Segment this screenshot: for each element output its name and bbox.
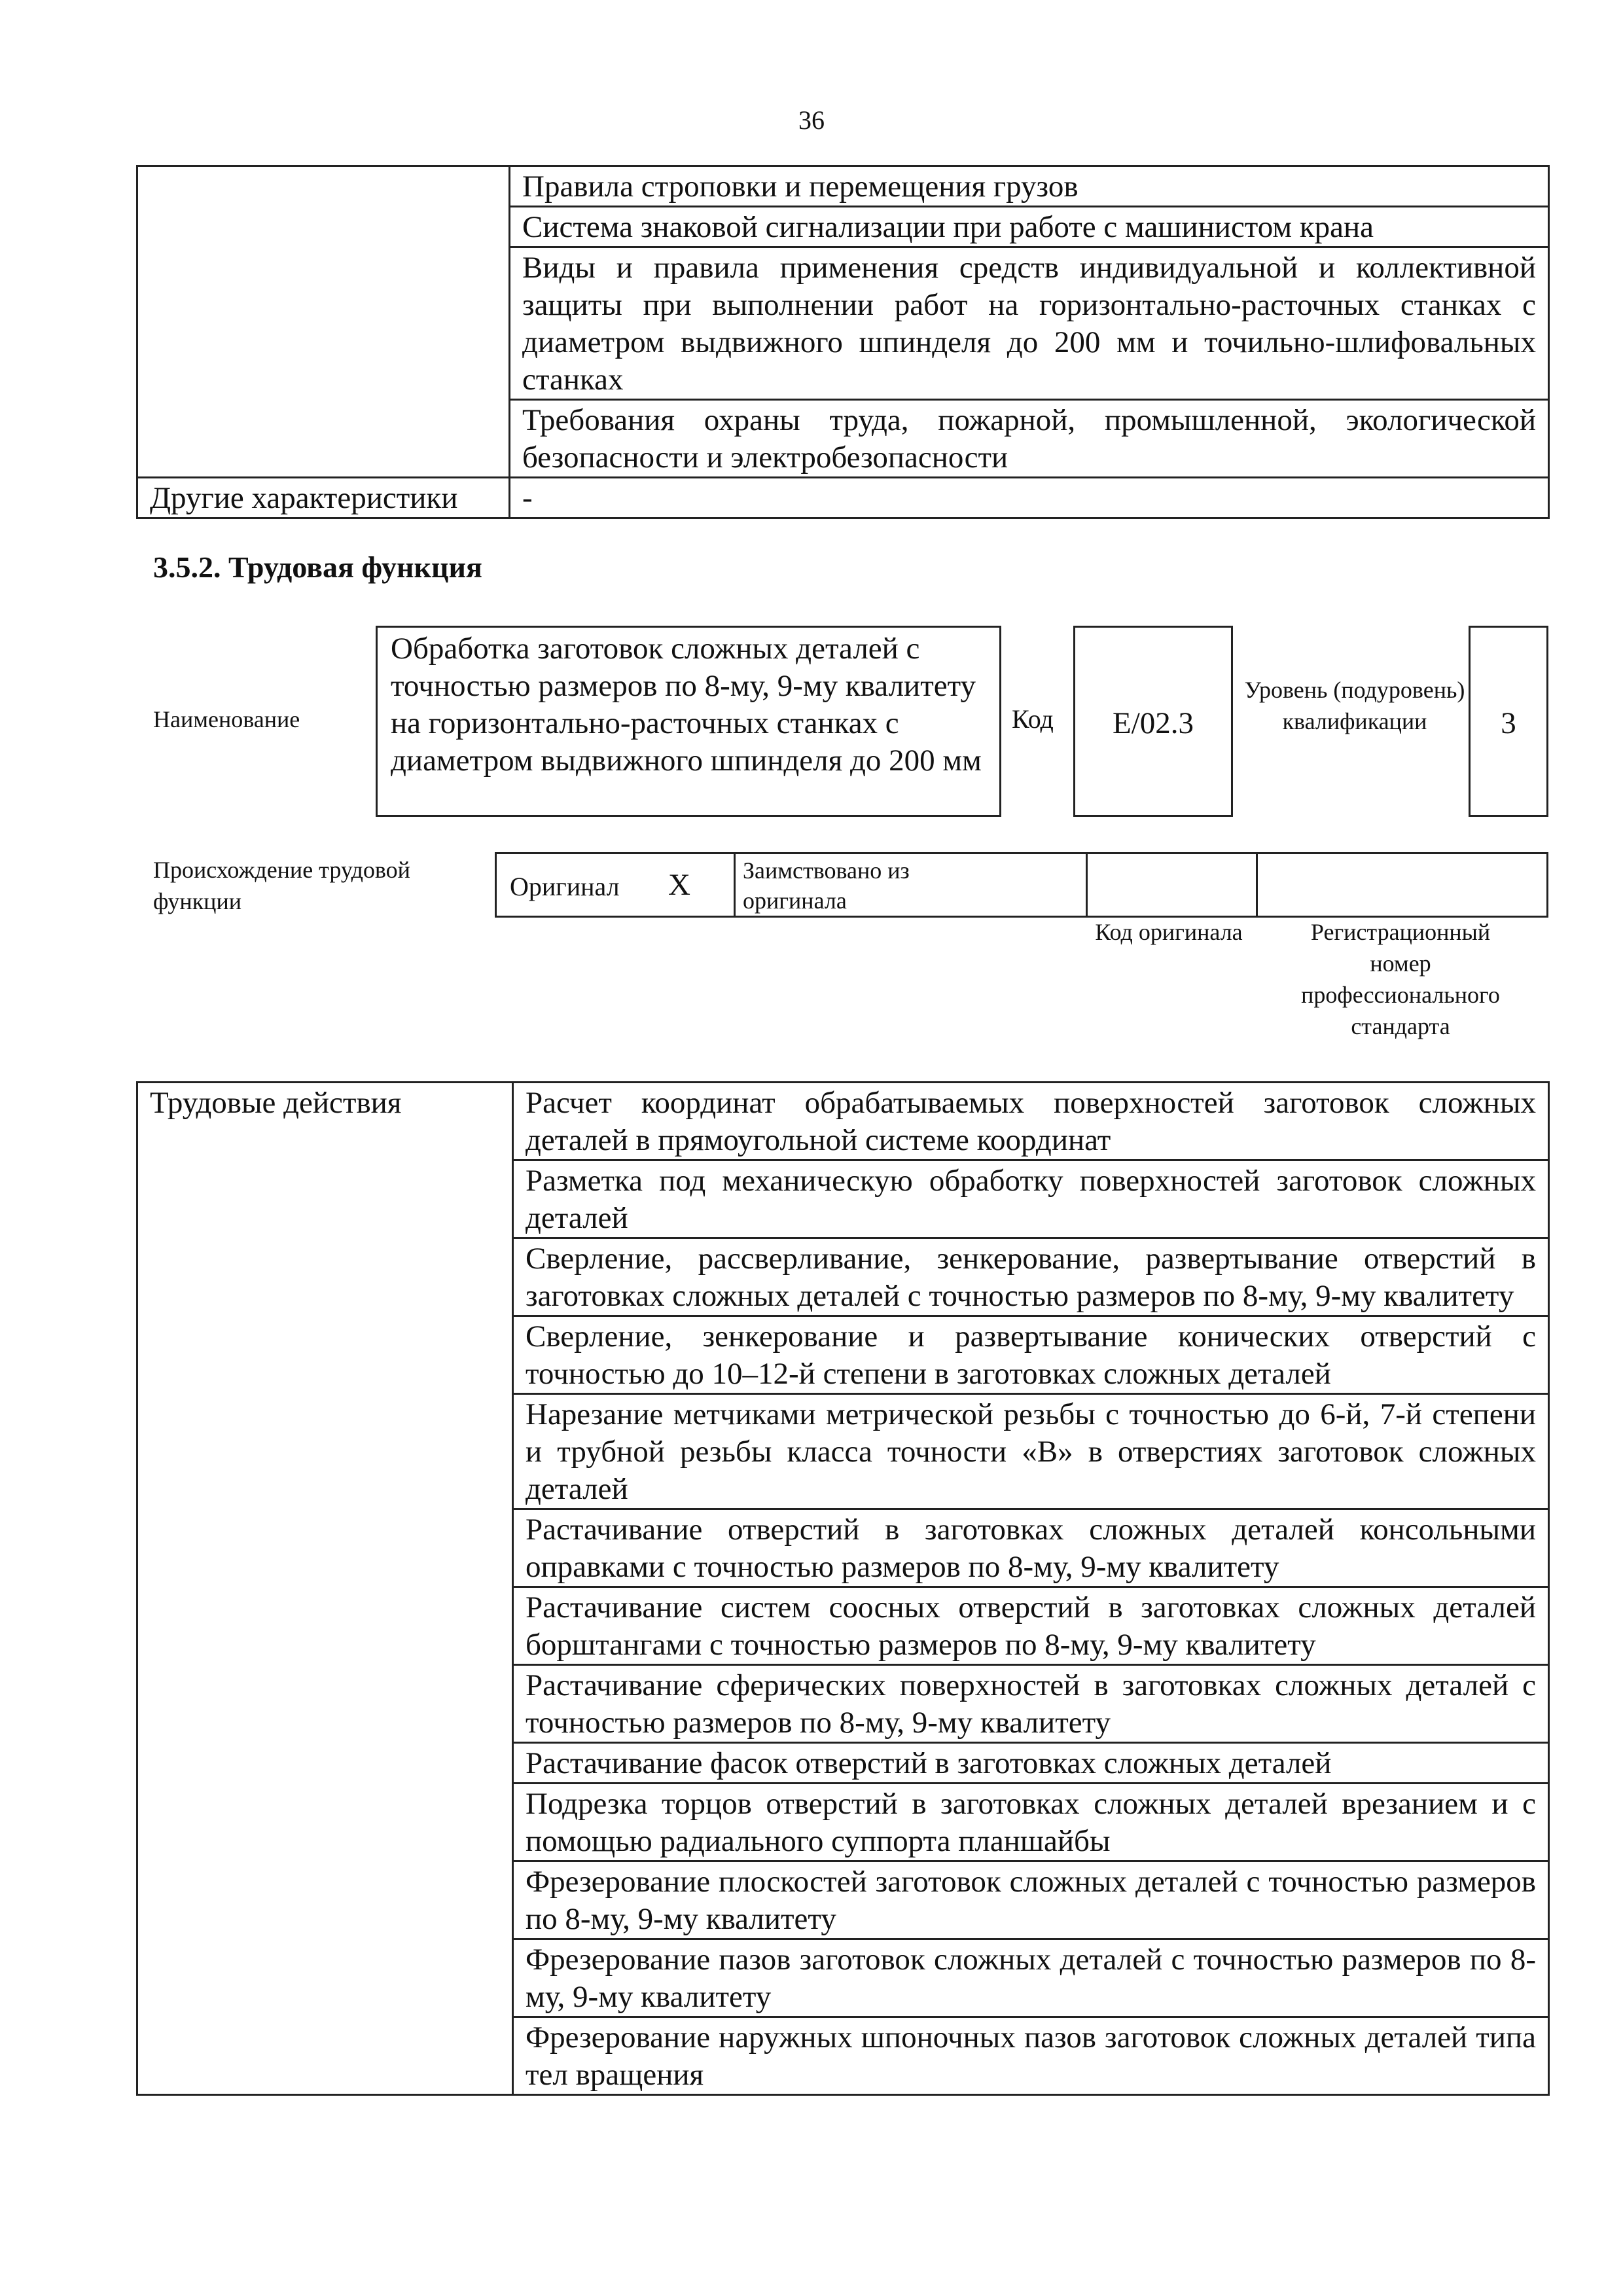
other-characteristics-value: -	[510, 478, 1549, 518]
table-cell: Нарезание метчиками метрической резьбы с точностью до 6-й, 7-й степени и трубной резьбы класса точности «В» в отверстиях заготовок сложных деталей	[513, 1394, 1549, 1509]
table-cell: Правила строповки и перемещения грузов	[510, 166, 1549, 207]
function-name-value: Обработка заготовок сложных деталей с точностью размеров по 8-му, 9-му квалитету на горизонтально-расточных станках с диаметром выдвижного шпинделя до 200 мм	[391, 632, 982, 778]
code-label: Код	[1012, 704, 1054, 734]
origin-label: Происхождение трудовой функции	[153, 857, 410, 914]
table-cell: Фрезерование наружных шпоночных пазов заготовок сложных деталей типа тел вращения	[513, 2017, 1549, 2095]
level-box	[1469, 626, 1548, 817]
level-value: 3	[1501, 706, 1516, 740]
table-cell: Растачивание систем соосных отверстий в заготовках сложных деталей борштангами с точностью размеров по 8-му, 9-му квалитету	[513, 1587, 1549, 1665]
table-row	[137, 1083, 1549, 1160]
table-cell: Виды и правила применения средств индивидуальной и коллективной защиты при выполнении работ на горизонтально-расточных станках с диаметром выдвижного шпинделя до 200 мм и точильно-шлифовальных станках	[510, 247, 1549, 400]
level-label: Уровень (подуровень) квалификации	[1244, 677, 1465, 734]
table-cell: Сверление, зенкерование и развертывание конических отверстий с точностью до 10–12-й степени в заготовках сложных деталей	[513, 1316, 1549, 1394]
table-cell: Требования охраны труда, пожарной, промышленной, экологической безопасности и электробезопасности	[510, 400, 1549, 478]
origin-row	[495, 852, 1548, 918]
code-box	[1073, 626, 1233, 817]
divider	[734, 854, 736, 916]
table-row	[137, 166, 1549, 207]
divider	[1086, 854, 1088, 916]
divider	[1256, 854, 1258, 916]
original-mark: X	[668, 868, 690, 902]
table-cell: Разметка под механическую обработку поверхностей заготовок сложных деталей	[513, 1160, 1549, 1238]
other-characteristics-label: Другие характеристики	[137, 478, 510, 518]
empty-label-cell	[137, 166, 510, 478]
page-number: 36	[798, 105, 825, 135]
table-cell: Сверление, рассверливание, зенкерование, развертывание отверстий в заготовках сложных деталей с точностью размеров по 8-му, 9-му квалитету	[513, 1238, 1549, 1316]
section-heading: 3.5.2. Трудовая функция	[153, 550, 482, 584]
reg-number-caption: Регистрационный номер профессионального стандарта	[1301, 919, 1500, 1039]
table-cell: Расчет координат обрабатываемых поверхностей заготовок сложных деталей в прямоугольной системе координат	[513, 1083, 1549, 1160]
table-cell: Растачивание сферических поверхностей в заготовках сложных деталей с точностью размеров по 8-му, 9-му квалитету	[513, 1665, 1549, 1743]
table-cell: Фрезерование пазов заготовок сложных деталей с точностью размеров по 8-му, 9-му квалитету	[513, 1939, 1549, 2017]
table-cell: Подрезка торцов отверстий в заготовках сложных деталей врезанием и с помощью радиального суппорта планшайбы	[513, 1784, 1549, 1861]
table-cell: Растачивание отверстий в заготовках сложных деталей консольными оправками с точностью размеров по 8-му, 9-му квалитету	[513, 1509, 1549, 1587]
borrowed-label: Заимствовано из оригинала	[743, 857, 910, 914]
code-original-caption: Код оригинала	[1095, 919, 1243, 945]
original-label: Оригинал	[510, 872, 620, 901]
knowledge-table	[136, 165, 1550, 519]
table-cell: Растачивание фасок отверстий в заготовках сложных деталей	[513, 1743, 1549, 1784]
code-value: E/02.3	[1112, 706, 1194, 740]
labor-actions-label: Трудовые действия	[137, 1083, 513, 2095]
table-cell: Система знаковой сигнализации при работе с машинистом крана	[510, 207, 1549, 247]
function-name-box	[376, 626, 1001, 817]
table-cell: Фрезерование плоскостей заготовок сложных деталей с точностью размеров по 8-му, 9-му квалитету	[513, 1861, 1549, 1939]
table-row	[137, 478, 1549, 518]
labor-actions-table	[136, 1081, 1550, 2096]
name-label: Наименование	[153, 706, 300, 732]
